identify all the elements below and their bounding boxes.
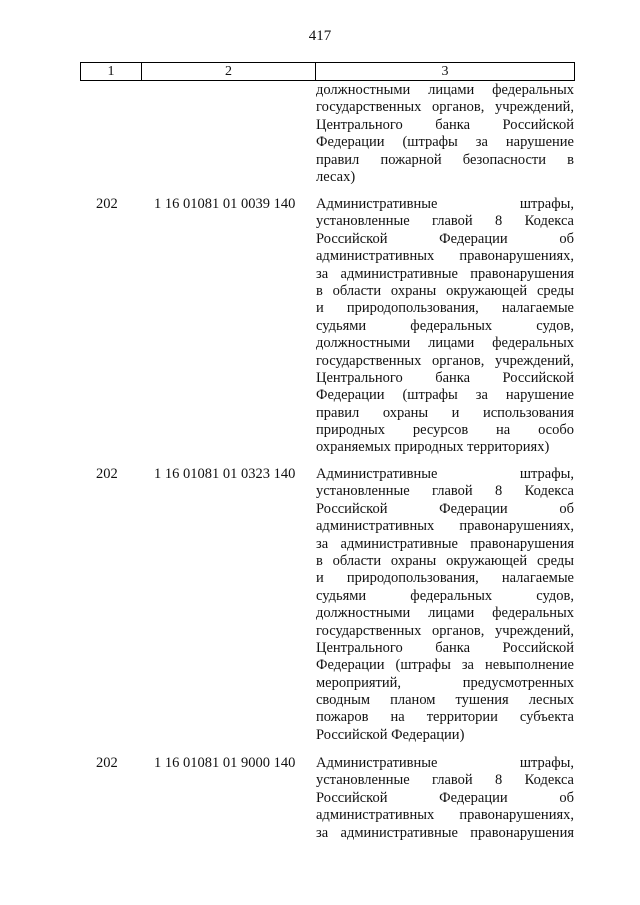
description-line: Федерации (штрафы за невыполнение — [316, 657, 574, 674]
description-line: Административные штрафы, — [316, 466, 574, 482]
header-cell-col1: 1 — [81, 63, 142, 80]
description-line: за административные правонарушения — [316, 824, 574, 841]
description-line: должностными лицами федеральных — [316, 605, 574, 622]
description-line: Центрального банка Российской — [316, 639, 574, 656]
kbk-code: 1 16 01081 01 0323 140 — [154, 466, 296, 482]
description-line: Центрального банка Российской — [316, 116, 574, 133]
description-line: государственных органов, учреждений, — [316, 99, 574, 116]
description-line: Федерации (штрафы за нарушение — [316, 387, 574, 404]
header-cell-col3: 3 — [441, 63, 449, 79]
description-line: сводным планом тушения лесных — [316, 692, 574, 709]
description-line: судьями федеральных судов, — [316, 317, 574, 334]
description-line: административных правонарушениях, — [316, 807, 574, 824]
admin-code: 202 — [96, 755, 118, 771]
description-line: и природопользования, налагаемые — [316, 570, 574, 587]
row-description — [316, 466, 574, 744]
description-line: установленные главой 8 Кодекса — [316, 772, 574, 789]
description-line: лесах) — [316, 168, 356, 185]
description-line: мероприятий, предусмотренных — [316, 674, 574, 691]
row-description — [316, 196, 574, 457]
row-description — [316, 755, 574, 842]
description-line: Административные штрафы, — [316, 755, 574, 771]
description-line: и природопользования, налагаемые — [316, 300, 574, 317]
description-line: должностными лицами федеральных — [316, 82, 574, 98]
description-line: Российской Федерации об — [316, 230, 574, 247]
description-line: государственных органов, учреждений, — [316, 352, 574, 369]
description-line: государственных органов, учреждений, — [316, 622, 574, 639]
description-line: Российской Федерации об — [316, 500, 574, 517]
description-line: установленные главой 8 Кодекса — [316, 483, 574, 500]
page-number: 417 — [308, 28, 332, 44]
description-line: пожаров на территории субъекта — [316, 709, 574, 726]
continuation-description — [316, 82, 574, 186]
description-line: правил пожарной безопасности в — [316, 151, 574, 168]
description-line: за административные правонарушения — [316, 535, 574, 552]
description-line: Федерации (штрафы за нарушение — [316, 134, 574, 151]
description-line: природных ресурсов на особо — [316, 422, 574, 439]
header-cell-col2: 2 — [142, 63, 316, 80]
description-line: охраняемых природных территориях) — [316, 439, 550, 456]
description-line: Административные штрафы, — [316, 196, 574, 212]
description-line: в области охраны окружающей среды — [316, 282, 574, 299]
description-line: судьями федеральных судов, — [316, 587, 574, 604]
description-line: правил охраны и использования — [316, 404, 574, 421]
description-line: Центрального банка Российской — [316, 369, 574, 386]
description-line: в области охраны окружающей среды — [316, 552, 574, 569]
description-line: административных правонарушениях, — [316, 518, 574, 535]
description-line: административных правонарушениях, — [316, 248, 574, 265]
table-header — [80, 62, 575, 81]
admin-code: 202 — [96, 466, 118, 482]
kbk-code: 1 16 01081 01 9000 140 — [154, 755, 296, 771]
admin-code: 202 — [96, 196, 118, 212]
description-line: установленные главой 8 Кодекса — [316, 213, 574, 230]
description-line: Российской Федерации об — [316, 789, 574, 806]
description-line: должностными лицами федеральных — [316, 335, 574, 352]
description-line: за административные правонарушения — [316, 265, 574, 282]
kbk-code: 1 16 01081 01 0039 140 — [154, 196, 296, 212]
description-line: Российской Федерации) — [316, 726, 465, 743]
